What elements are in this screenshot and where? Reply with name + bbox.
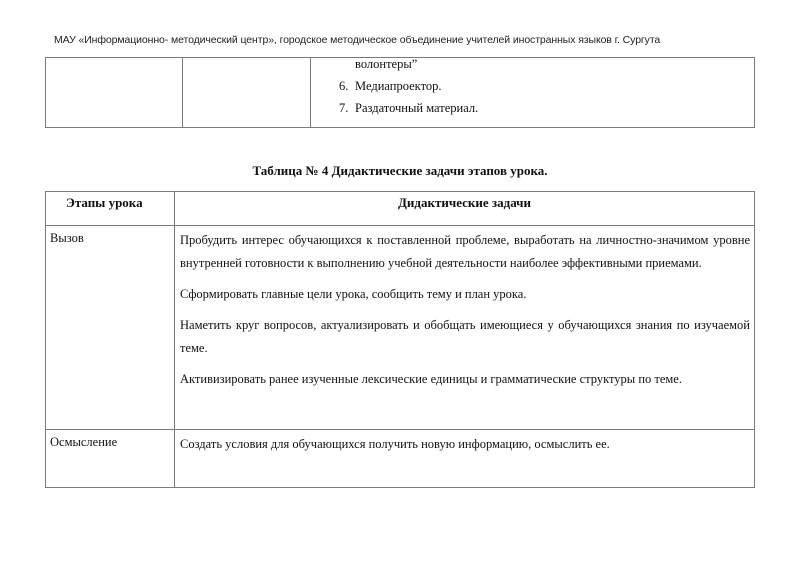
resources-table-continuation xyxy=(45,57,755,128)
stage-cell: Осмысление xyxy=(46,430,175,488)
task-paragraph: Активизировать ранее изученные лексические единицы и грамматические структуры по теме. xyxy=(180,372,682,386)
column-header-stages: Этапы урока xyxy=(46,192,175,226)
item-number: 6. xyxy=(339,79,349,93)
task-paragraph: Сформировать главные цели урока, сообщить тему и план урока. xyxy=(180,287,527,301)
table-caption: Таблица № 4 Дидактические задачи этапов урока. xyxy=(252,163,548,178)
table-row xyxy=(46,58,755,128)
item-text: Медиапроектор. xyxy=(355,79,442,93)
tasks-cell xyxy=(175,226,755,430)
item-number: 7. xyxy=(339,101,349,115)
resource-continuation: волонтеры” xyxy=(355,57,418,71)
column-header-tasks: Дидактические задачи xyxy=(175,192,755,226)
tasks-cell xyxy=(175,430,755,488)
task-paragraph: Создать условия для обучающихся получить новую информацию, осмыслить ее. xyxy=(180,437,610,451)
resource-item xyxy=(311,97,754,119)
empty-cell xyxy=(46,58,183,128)
table-row xyxy=(46,226,755,430)
item-text: Раздаточный материал. xyxy=(355,101,479,115)
table-header-row xyxy=(46,192,755,226)
resource-item xyxy=(311,75,754,97)
task-paragraph: Наметить круг вопросов, актуализировать и обобщать имеющиеся у обучающихся знания по изучаемой теме. xyxy=(180,318,750,355)
table-row xyxy=(46,430,755,488)
resources-cell xyxy=(311,58,755,128)
stage-cell: Вызов xyxy=(46,226,175,430)
page-header: МАУ «Информационно- методический центр», городское методическое объединение учителей иностранных языков г. Сургута xyxy=(54,34,661,46)
didactic-tasks-table xyxy=(45,191,755,488)
empty-cell xyxy=(183,58,311,128)
task-paragraph: Пробудить интерес обучающихся к поставленной проблеме, выработать на личностно-значимом уровне внутренней готовности к выполнению учебной деятельности наиболее эффективными приемами. xyxy=(180,233,750,270)
